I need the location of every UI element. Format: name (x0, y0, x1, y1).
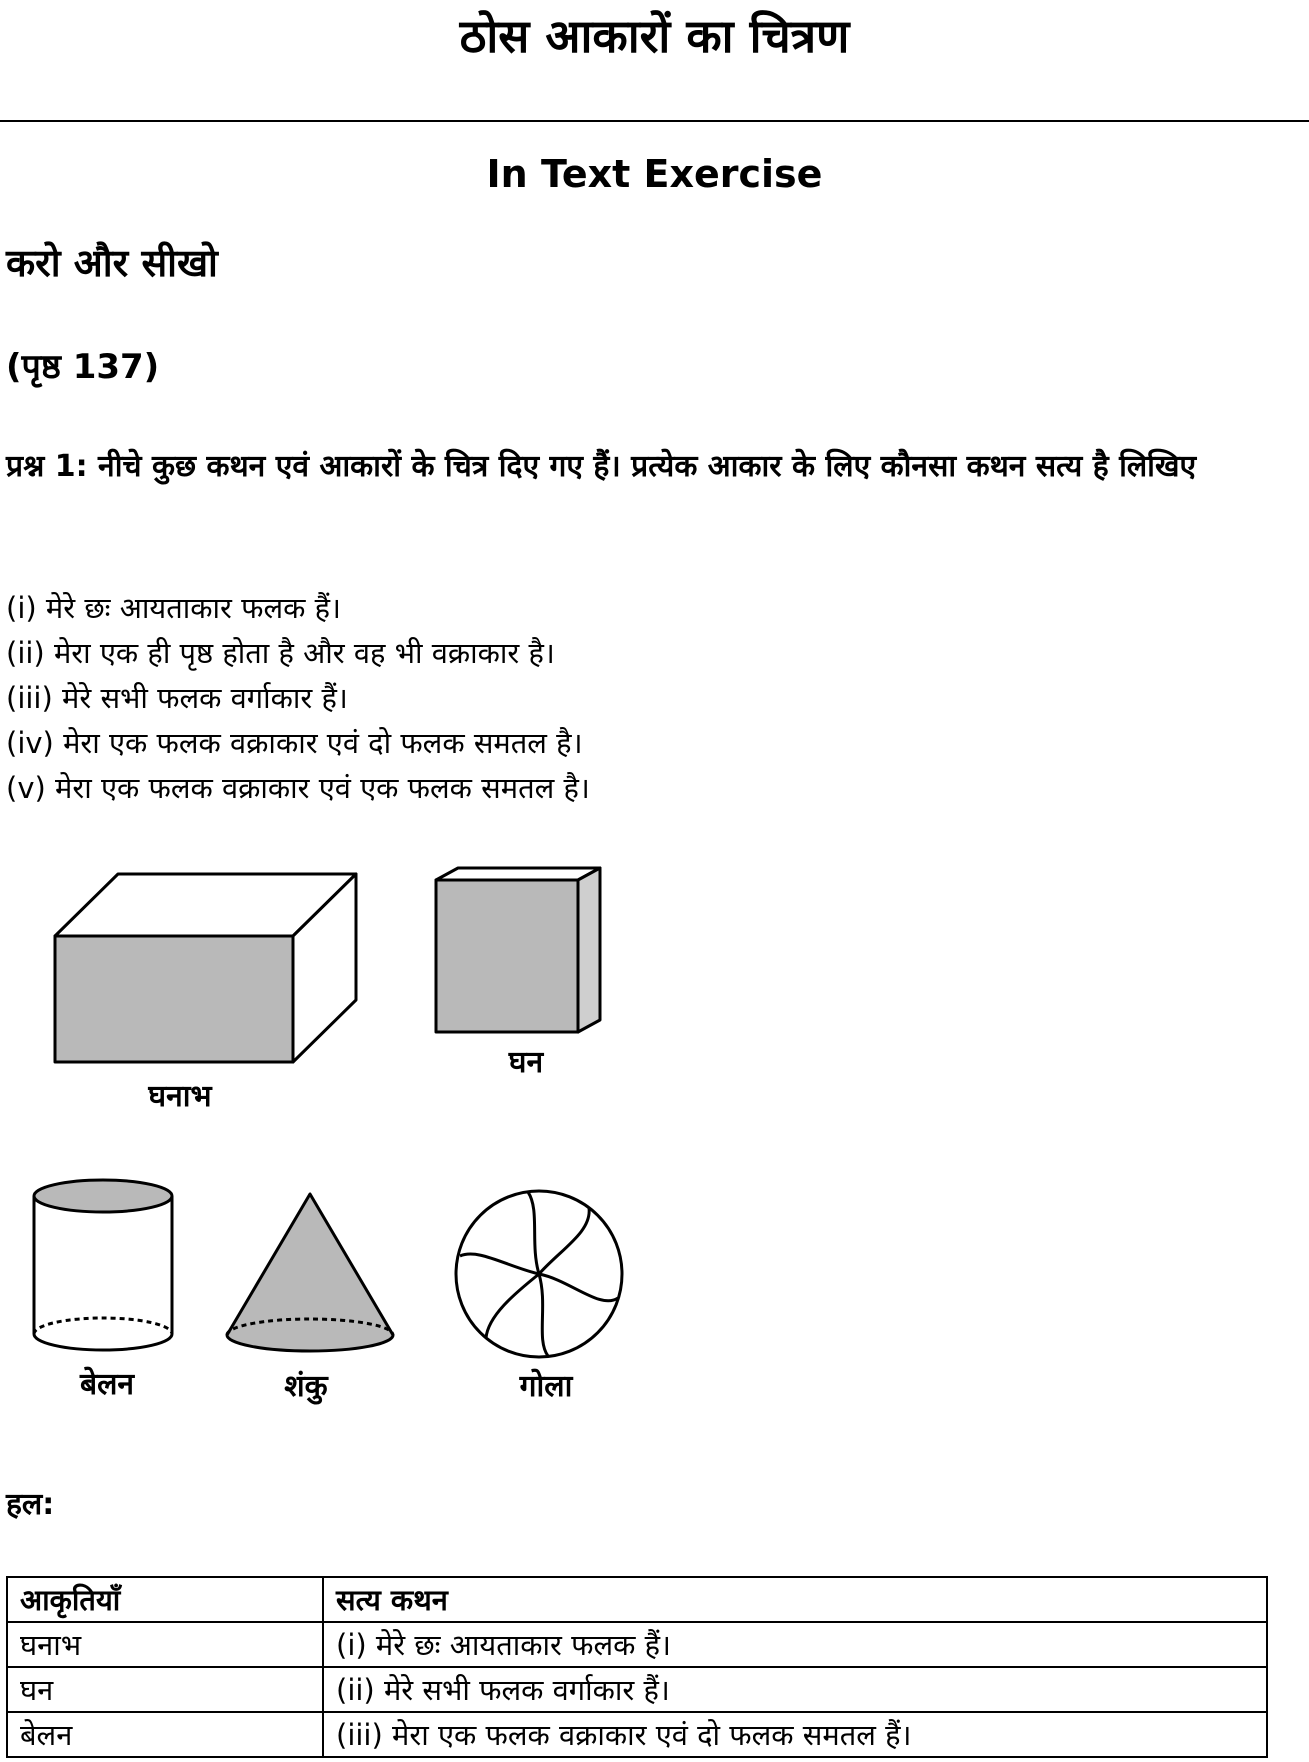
cube-drawing (436, 868, 600, 1032)
cuboid-label: घनाभ (148, 1079, 212, 1114)
cuboid-drawing (55, 874, 356, 1062)
column-header-statements: सत्य कथन (323, 1577, 1267, 1622)
activity-heading: करो और सीखो (6, 241, 218, 285)
table-row (7, 1667, 1267, 1712)
table-header-row (7, 1577, 1267, 1622)
statement-item: (v) मेरा एक फलक वक्राकार एवं एक फलक समतल है। (6, 771, 590, 805)
table-cell-shape: घनाभ (7, 1622, 323, 1667)
cone-drawing (227, 1194, 393, 1351)
cylinder-drawing (34, 1180, 172, 1350)
table-cell-statement: (i) मेरे छः आयताकार फलक हैं। (323, 1622, 1267, 1667)
column-header-shapes: आकृतियाँ (7, 1577, 323, 1622)
sphere-label: गोला (519, 1369, 573, 1404)
statement-item: (iv) मेरा एक फलक वक्राकार एवं दो फलक समतल है। (6, 726, 583, 760)
sphere-drawing (456, 1191, 622, 1357)
statement-item: (ii) मेरा एक ही पृष्ठ होता है और वह भी वक्राकार है। (6, 636, 555, 670)
page-title: ठोस आकारों का चित्रण (459, 9, 850, 63)
statement-item: (i) मेरे छः आयताकार फलक हैं। (6, 591, 341, 625)
section-title: In Text Exercise (486, 152, 823, 196)
cone-label: शंकु (284, 1369, 328, 1404)
table-cell-statement: (ii) मेरे सभी फलक वर्गाकार हैं। (323, 1667, 1267, 1712)
statement-list (6, 586, 590, 811)
table-row (7, 1712, 1267, 1757)
title-divider (0, 120, 1309, 122)
table-row (7, 1622, 1267, 1667)
table-cell-statement: (iii) मेरा एक फलक वक्राकार एवं दो फलक समतल हैं। (323, 1712, 1267, 1757)
page-reference: (पृष्ठ 137) (6, 347, 160, 387)
statement-item: (iii) मेरे सभी फलक वर्गाकार हैं। (6, 681, 348, 715)
table-cell-shape: घन (7, 1667, 323, 1712)
cylinder-label: बेलन (79, 1367, 135, 1402)
answer-table (6, 1576, 1268, 1758)
cube-label: घन (508, 1045, 544, 1080)
solid-shapes-figure (0, 860, 700, 1440)
question-text: प्रश्न 1: नीचे कुछ कथन एवं आकारों के चित्र दिए गए हैं। प्रत्येक आकार के लिए कौनसा कथन सत्य है लिखिए (6, 449, 1197, 484)
solution-label: हल: (6, 1487, 55, 1522)
table-cell-shape: बेलन (7, 1712, 323, 1757)
